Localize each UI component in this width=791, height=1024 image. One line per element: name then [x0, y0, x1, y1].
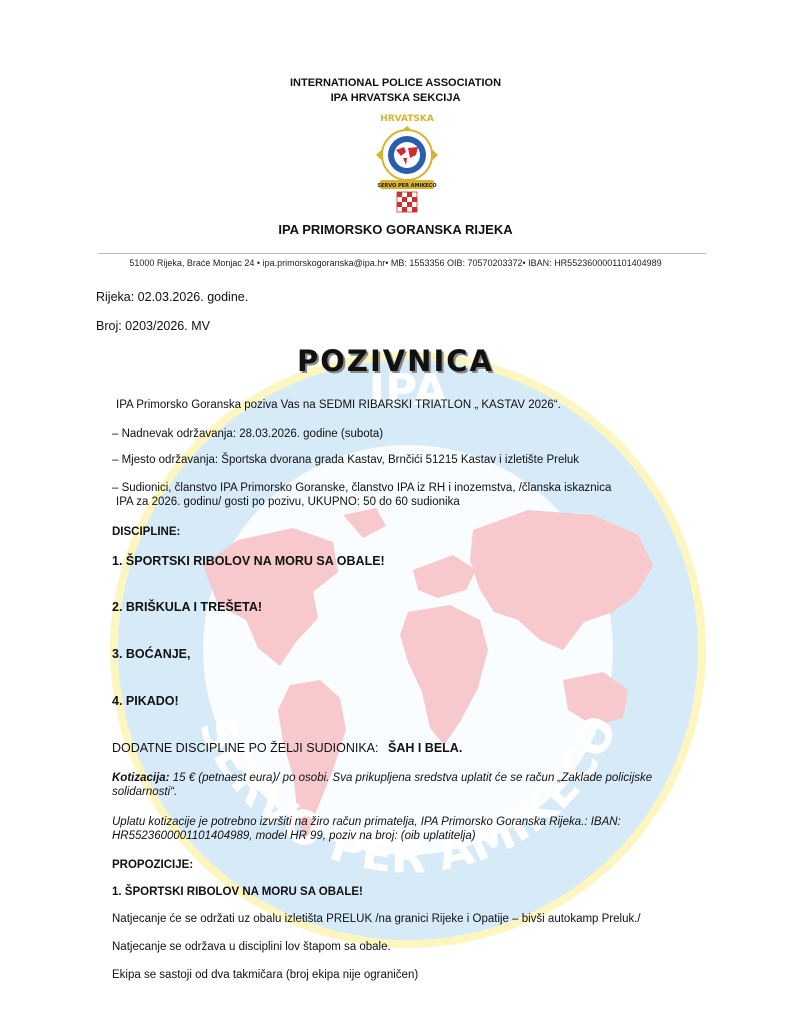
payment-line-2: HR5523600001101404989, model HR 99, poziv na broj: (oib uplatitelja): [112, 830, 476, 842]
disciplines-heading: DISCIPLINE:: [112, 526, 181, 538]
payment-line-1: Uplatu kotizacije je potrebno izvršiti na žiro račun primatelja, IPA Primorsko Goranska Rijeka.: IBAN:: [112, 816, 621, 828]
fee-line-1: [112, 771, 652, 785]
logo-text-motto: SERVO PER AMIKECO: [377, 183, 437, 189]
participants-line-2: IPA za 2026. godinu/ gosti po pozivu, UKUPNO: 50 do 60 sudionika: [116, 496, 460, 508]
fee-line-2: solidarnosti“.: [112, 786, 178, 798]
watermark-text-ipa: IPA: [368, 365, 448, 416]
fee-text: 15 € (petnaest eura)/ po osobi. Sva prikupljena sredstva uplatit će se račun „Zaklade policijske: [169, 772, 653, 784]
contact-line: 51000 Rijeka, Braće Monjac 24 • ipa.primorskogoranska@ipa.hr• MB: 1553356 OIB: 70570203372• IBAN: HR5523600001101404989: [129, 258, 662, 268]
organization-section: IPA HRVATSKA SEKCIJA: [330, 92, 461, 104]
reference-number: Broj: 0203/2026. MV: [96, 319, 210, 333]
rules-subheading: 1. ŠPORTSKI RIBOLOV NA MORU SA OBALE!: [112, 886, 363, 898]
rules-line: Natjecanje se održava u disciplini lov štapom sa obale.: [112, 941, 391, 953]
extra-disciplines-value: ŠAH I BELA.: [387, 741, 463, 755]
participants-line-1: – Sudionici, članstvo IPA Primorsko Goranske, članstvo IPA iz RH i inozemstva, /članska iskaznica: [112, 482, 612, 494]
croatian-checkerboard: [397, 192, 417, 212]
logo-text-hrvatska: HRVATSKA: [380, 114, 434, 124]
extra-disciplines-label: DODATNE DISCIPLINE PO ŽELJI SUDIONIKA:: [112, 741, 379, 755]
event-venue: – Mjesto održavanja: Športska dvorana grada Kastav, Brnčići 51215 Kastav i izletište Preluk: [112, 454, 580, 466]
invitation-text: IPA Primorsko Goranska poziva Vas na SEDMI RIBARSKI TRIATLON „ KASTAV 2026“.: [116, 399, 561, 411]
discipline-item: 2. BRIŠKULA I TREŠETA!: [112, 600, 263, 614]
watermark-text-motto: SERVO PER AMIKECO: [188, 707, 628, 884]
rules-heading: PROPOZICIJE:: [112, 859, 194, 871]
extra-disciplines: [112, 741, 462, 755]
fee-label: Kotizacija:: [112, 772, 170, 784]
rules-line: Ekipa se sastoji od dva takmičara (broj ekipa nije ograničen): [112, 969, 419, 981]
discipline-item: 3. BOĆANJE,: [112, 647, 191, 661]
event-date: – Nadnevak održavanja: 28.03.2026. godine (subota): [112, 428, 384, 440]
page-title: POZIVNICA: [297, 344, 494, 378]
discipline-item: 4. PIKADO!: [112, 694, 179, 708]
ipa-croatia-logo: [366, 110, 448, 215]
place-date: Rijeka: 02.03.2026. godine.: [96, 290, 249, 304]
branch-title: IPA PRIMORSKO GORANSKA RIJEKA: [278, 222, 513, 237]
rules-line: Natjecanje će se održati uz obalu izletišta PRELUK /na granici Rijeke i Opatije – bivši autokamp Preluk./: [112, 913, 641, 925]
discipline-item: 1. ŠPORTSKI RIBOLOV NA MORU SA OBALE!: [112, 554, 385, 568]
organization-name: INTERNATIONAL POLICE ASSOCIATION: [289, 77, 502, 89]
header-divider: [98, 253, 706, 254]
